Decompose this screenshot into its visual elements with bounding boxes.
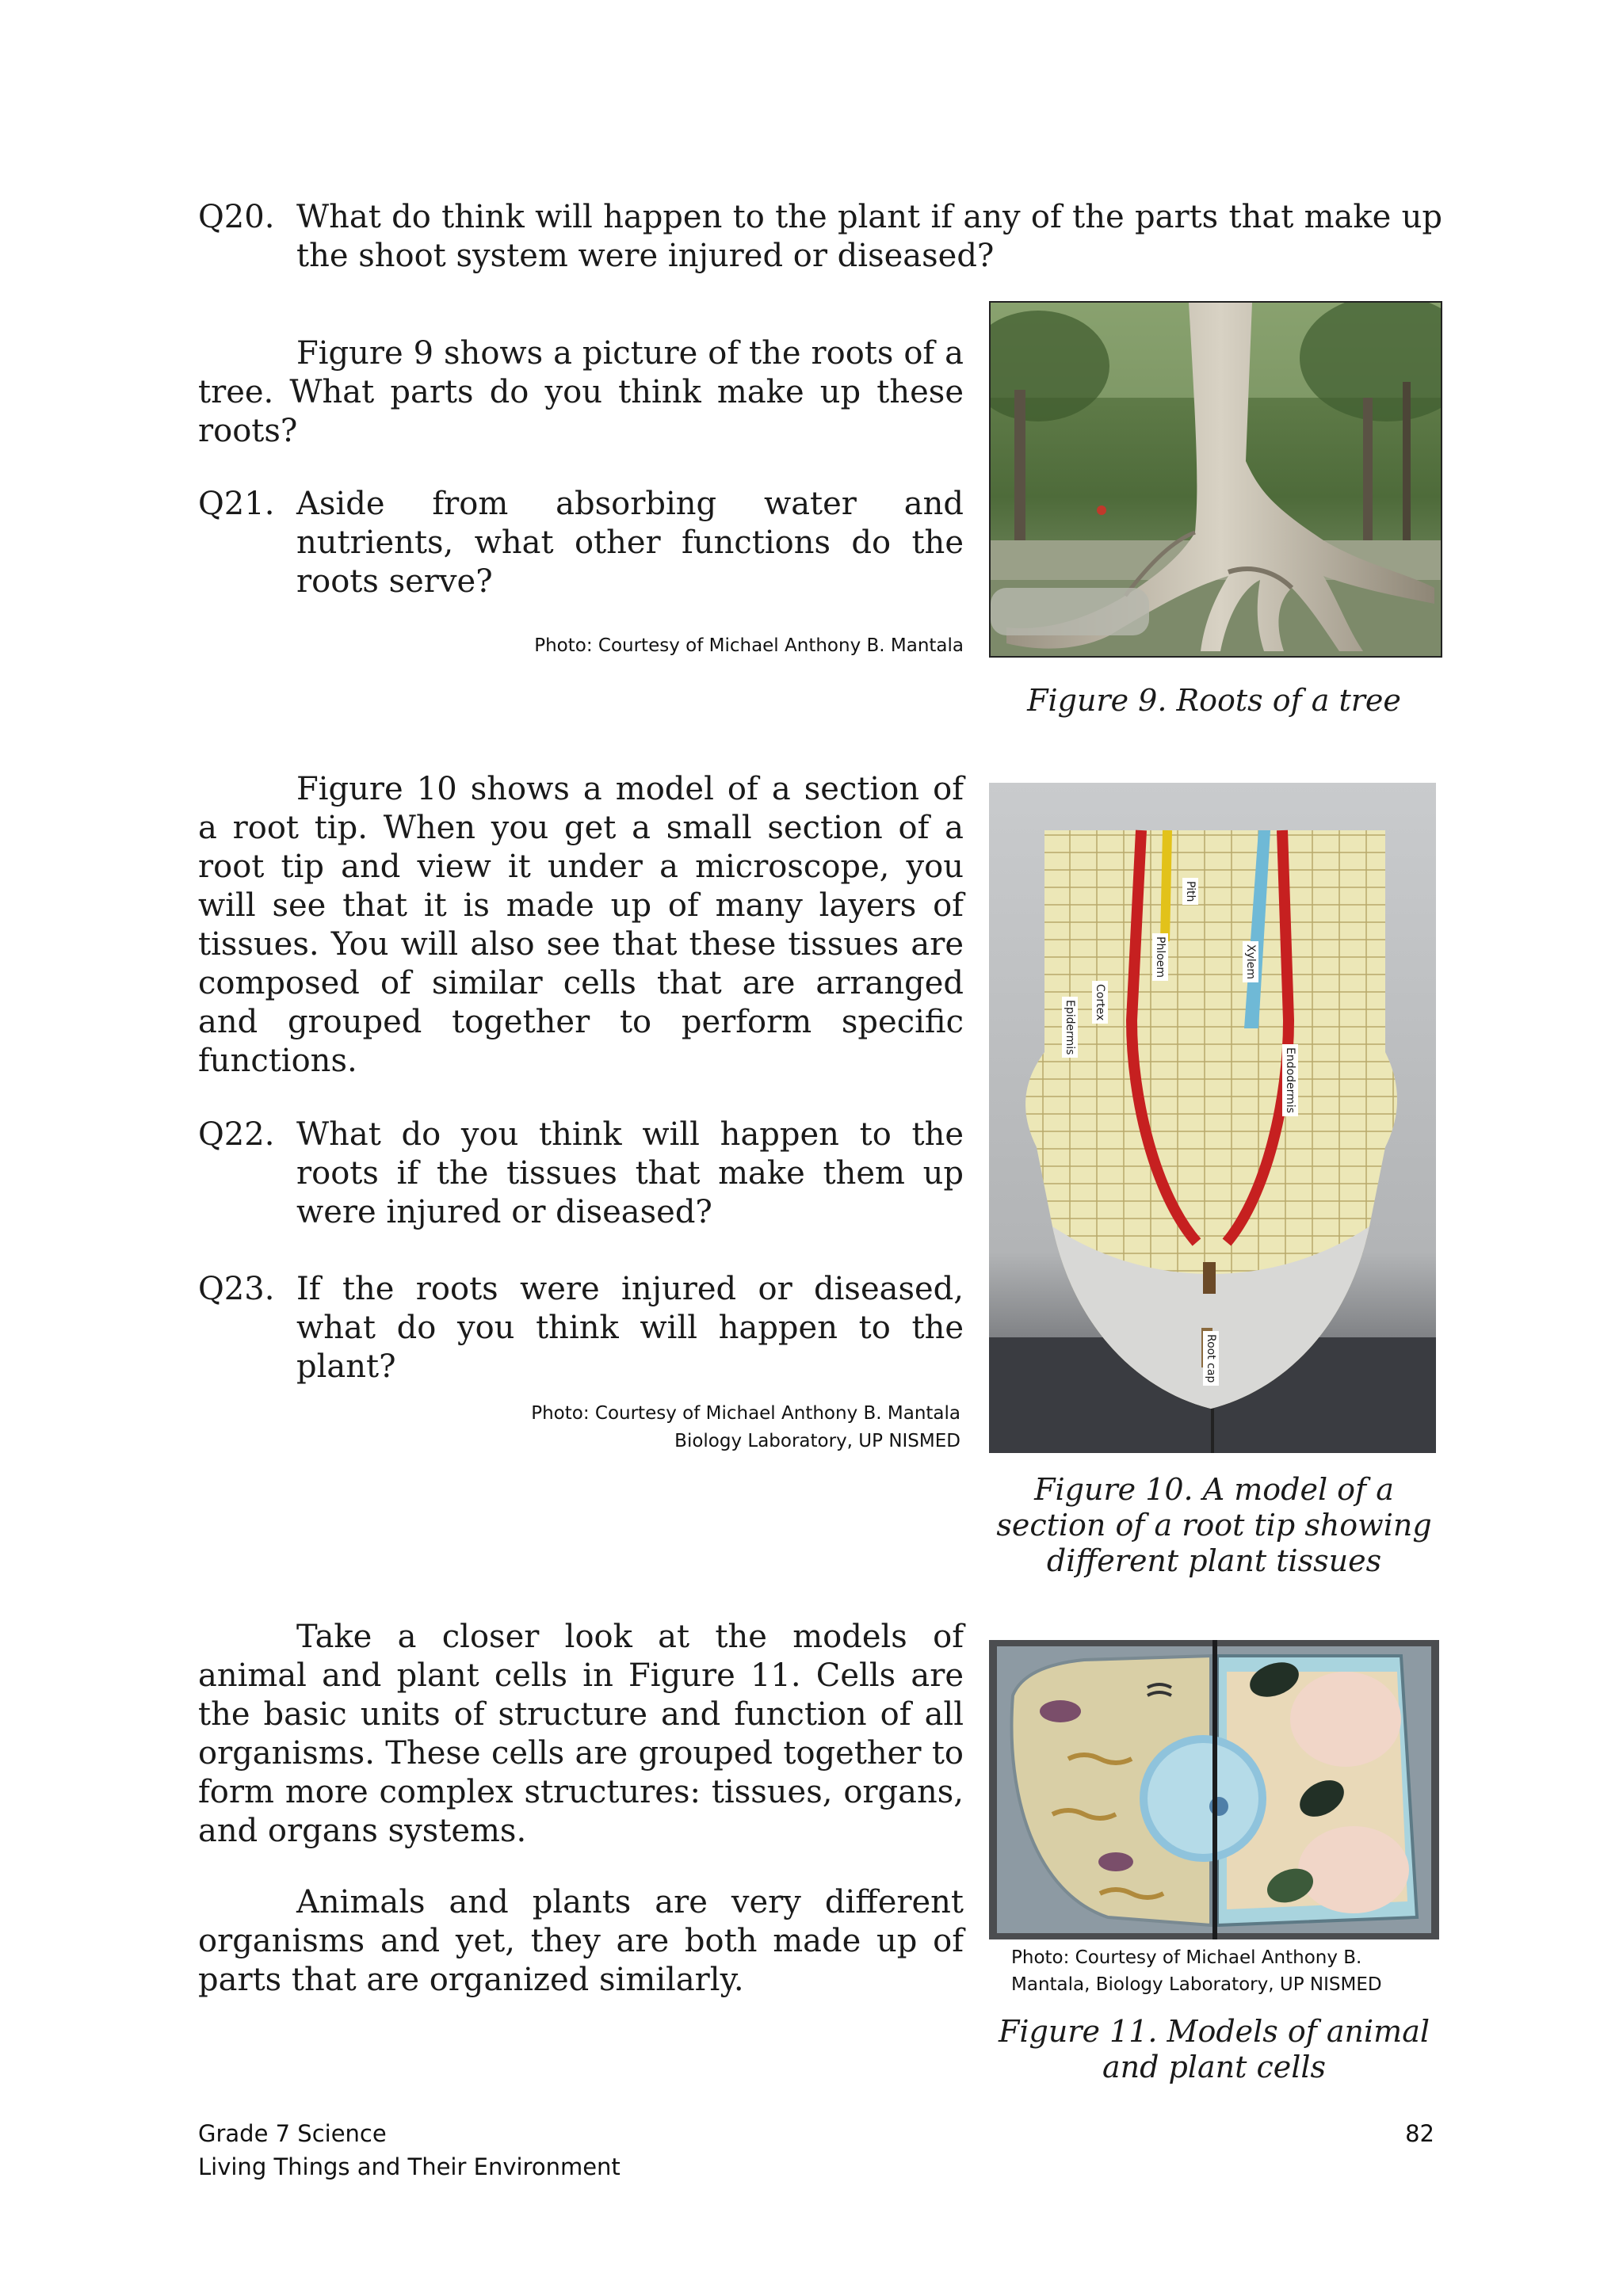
figure9-caption: Figure 9. Roots of a tree bbox=[1027, 683, 1401, 718]
question-number: Q21. bbox=[198, 486, 275, 522]
page-number: 82 bbox=[1405, 2120, 1434, 2147]
figure11-credit-line1: Photo: Courtesy of Michael Anthony B. bbox=[1011, 1947, 1362, 1968]
question-q20 bbox=[198, 198, 1442, 277]
figure9-tree-roots-photo bbox=[989, 301, 1442, 658]
root-tip-label-root-cap: Root cap bbox=[1203, 1331, 1219, 1386]
question-q21 bbox=[198, 485, 964, 604]
root-tip-label-xylem: Xylem bbox=[1243, 941, 1258, 982]
figure11-credit-line2: Mantala, Biology Laboratory, UP NISMED bbox=[1011, 1974, 1382, 1995]
question-number: Q20. bbox=[198, 199, 275, 235]
figure10-root-tip-model-photo bbox=[989, 783, 1436, 1453]
question-q23 bbox=[198, 1270, 964, 1389]
question-number: Q23. bbox=[198, 1271, 275, 1307]
figure10-photo-credit bbox=[491, 1400, 960, 1455]
root-tip-label-phloem: Phloem bbox=[1152, 933, 1168, 981]
figure10-credit-line2: Biology Laboratory, UP NISMED bbox=[674, 1431, 960, 1451]
root-tip-label-endodermis: Endodermis bbox=[1282, 1044, 1298, 1116]
figure9-photo-credit: Photo: Courtesy of Michael Anthony B. Mantala bbox=[534, 635, 964, 656]
figure11-photo-credit bbox=[1011, 1944, 1439, 1998]
question-text: What do think will happen to the plant if any of the parts that make up the shoot system were injured or diseased? bbox=[296, 199, 1442, 274]
figure10-intro-paragraph: Figure 10 shows a model of a section of a root tip. When you get a small section of a root tip and view it under a microscope, you will see that it is made up of many layers of tissues. You will also see that these tissues are composed of similar cells that are arranged and grouped together to perform specific functions. bbox=[198, 771, 964, 1079]
tree-roots-illustration bbox=[991, 303, 1441, 656]
root-tip-label-cortex: Cortex bbox=[1092, 981, 1108, 1024]
question-number: Q22. bbox=[198, 1116, 275, 1153]
figure10-credit-line1: Photo: Courtesy of Michael Anthony B. Mantala bbox=[531, 1403, 960, 1424]
figure11-caption: Figure 11. Models of animal and plant cells bbox=[998, 2014, 1430, 2084]
question-text: What do you think will happen to the roots if the tissues that make them up were injured or diseased? bbox=[296, 1116, 964, 1230]
figure10-caption: Figure 10. A model of a section of a root tip showing different plant tissues bbox=[996, 1472, 1432, 1578]
footer-course-title: Grade 7 Science bbox=[198, 2120, 387, 2147]
figure11-intro-paragraph-2: Animals and plants are very different organisms and yet, they are both made up of parts that are organized similarly. bbox=[198, 1884, 964, 1998]
question-text: If the roots were injured or diseased, what do you think will happen to the plant? bbox=[296, 1271, 964, 1385]
page-footer bbox=[198, 2117, 1434, 2188]
cell-models-illustration bbox=[989, 1640, 1439, 1939]
figure11-cell-models-photo bbox=[989, 1640, 1439, 1939]
question-text: Aside from absorbing water and nutrients, what other functions do the roots serve? bbox=[296, 486, 964, 600]
figure11-intro-paragraph-1: Take a closer look at the models of animal and plant cells in Figure 11. Cells are the basic units of structure and function of all organisms. These cells are grouped together to form more complex structures: tissues, organs, and organs systems. bbox=[198, 1619, 964, 1849]
root-tip-label-pith: Pith bbox=[1182, 878, 1198, 905]
question-q22 bbox=[198, 1116, 964, 1234]
figure9-intro-paragraph: Figure 9 shows a picture of the roots of a tree. What parts do you think make up these roots? bbox=[198, 335, 964, 449]
footer-unit-title: Living Things and Their Environment bbox=[198, 2153, 621, 2180]
root-tip-label-epidermis: Epidermis bbox=[1062, 997, 1078, 1058]
